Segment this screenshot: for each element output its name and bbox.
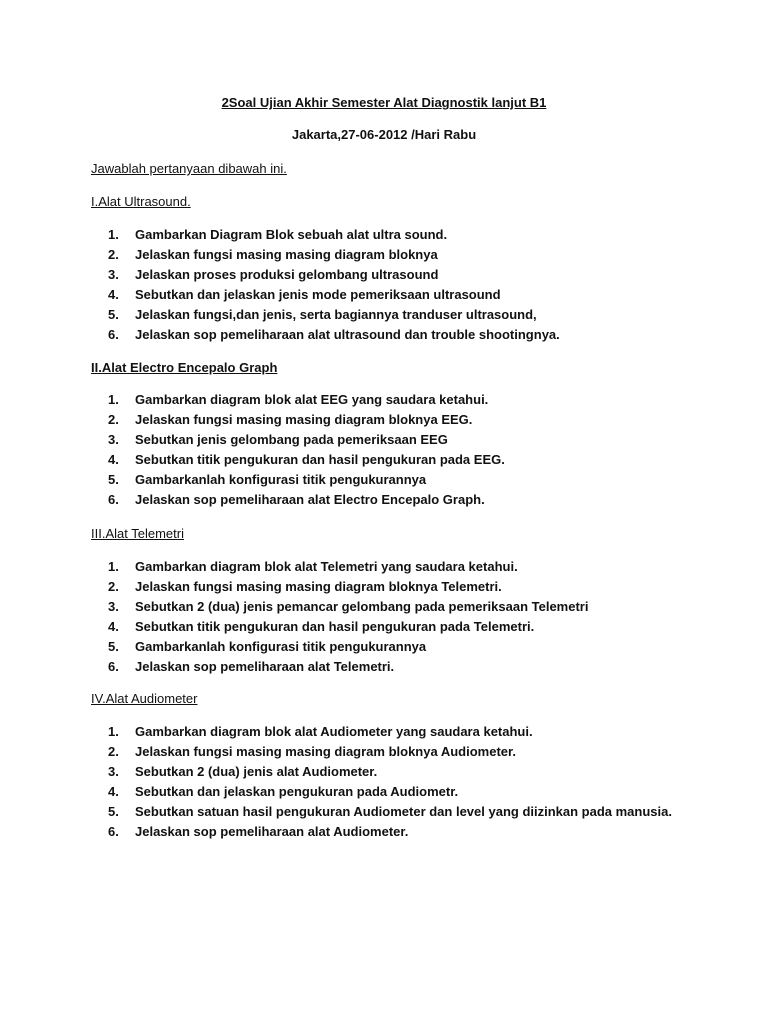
question-text: Sebutkan titik pengukuran dan hasil pengukuran pada EEG. xyxy=(135,452,505,467)
question-text: Gambarkan diagram blok alat EEG yang saudara ketahui. xyxy=(135,392,489,407)
question-number: 4. xyxy=(108,784,119,799)
question-number: 6. xyxy=(108,659,119,674)
question-item xyxy=(108,227,560,247)
question-text: Jelaskan sop pemeliharaan alat Telemetri. xyxy=(135,659,395,674)
question-item xyxy=(108,764,672,784)
question-item xyxy=(108,247,560,267)
question-item xyxy=(108,432,505,452)
question-text: Gambarkanlah konfigurasi titik pengukurannya xyxy=(135,472,427,487)
question-number: 5. xyxy=(108,639,119,654)
question-item xyxy=(108,412,505,432)
question-number: 1. xyxy=(108,227,119,242)
question-text: Sebutkan 2 (dua) jenis pemancar gelombang pada pemeriksaan Telemetri xyxy=(135,599,589,614)
question-text: Sebutkan dan jelaskan jenis mode pemeriksaan ultrasound xyxy=(135,287,501,302)
question-number: 2. xyxy=(108,247,119,262)
question-text: Sebutkan jenis gelombang pada pemeriksaan EEG xyxy=(135,432,448,447)
question-text: Jelaskan fungsi masing masing diagram bloknya EEG. xyxy=(135,412,473,427)
question-text: Gambarkan Diagram Blok sebuah alat ultra sound. xyxy=(135,227,448,242)
question-item xyxy=(108,579,588,599)
question-number: 2. xyxy=(108,579,119,594)
section-heading-ultrasound: I.Alat Ultrasound. xyxy=(91,194,191,209)
question-number: 1. xyxy=(108,559,119,574)
question-number: 5. xyxy=(108,804,119,819)
question-number: 2. xyxy=(108,744,119,759)
question-item xyxy=(108,327,560,347)
question-text: Jelaskan sop pemeliharaan alat Audiometer. xyxy=(135,824,409,839)
question-number: 5. xyxy=(108,307,119,322)
question-item xyxy=(108,267,560,287)
question-text: Gambarkan diagram blok alat Audiometer yang saudara ketahui. xyxy=(135,724,533,739)
question-text: Sebutkan satuan hasil pengukuran Audiometer dan level yang diizinkan pada manusia. xyxy=(135,804,672,819)
question-number: 1. xyxy=(108,392,119,407)
question-text: Jelaskan fungsi masing masing diagram bloknya xyxy=(135,247,438,262)
question-item xyxy=(108,639,588,659)
question-item xyxy=(108,559,588,579)
question-item xyxy=(108,392,505,412)
question-item xyxy=(108,659,588,679)
question-number: 5. xyxy=(108,472,119,487)
question-number: 6. xyxy=(108,492,119,507)
section-heading-eeg: II.Alat Electro Encepalo Graph xyxy=(91,360,278,375)
question-list-eeg xyxy=(108,392,505,512)
question-number: 4. xyxy=(108,287,119,302)
question-item xyxy=(108,492,505,512)
question-item xyxy=(108,599,588,619)
question-text: Jelaskan sop pemeliharaan alat Electro Encepalo Graph. xyxy=(135,492,485,507)
question-number: 3. xyxy=(108,764,119,779)
question-text: Sebutkan titik pengukuran dan hasil pengukuran pada Telemetri. xyxy=(135,619,535,634)
question-text: Gambarkan diagram blok alat Telemetri yang saudara ketahui. xyxy=(135,559,518,574)
question-text: Jelaskan sop pemeliharaan alat ultrasound dan trouble shootingnya. xyxy=(135,327,560,342)
question-item xyxy=(108,784,672,804)
question-item xyxy=(108,824,672,844)
section-heading-telemetri: III.Alat Telemetri xyxy=(91,526,184,541)
question-list-audiometer xyxy=(108,724,672,844)
question-item xyxy=(108,619,588,639)
question-number: 6. xyxy=(108,824,119,839)
question-item xyxy=(108,452,505,472)
question-item xyxy=(108,804,672,824)
question-number: 3. xyxy=(108,267,119,282)
instruction-text: Jawablah pertanyaan dibawah ini. xyxy=(91,161,287,176)
question-number: 6. xyxy=(108,327,119,342)
question-item xyxy=(108,472,505,492)
question-number: 4. xyxy=(108,452,119,467)
document-date-line: Jakarta,27-06-2012 /Hari Rabu xyxy=(291,127,477,142)
question-text: Gambarkanlah konfigurasi titik pengukurannya xyxy=(135,639,427,654)
question-text: Jelaskan fungsi,dan jenis, serta bagiannya tranduser ultrasound, xyxy=(135,307,537,322)
question-item xyxy=(108,724,672,744)
question-text: Sebutkan dan jelaskan pengukuran pada Audiometr. xyxy=(135,784,459,799)
question-number: 1. xyxy=(108,724,119,739)
document-title: 2Soal Ujian Akhir Semester Alat Diagnostik lanjut B1 xyxy=(221,95,547,110)
question-number: 4. xyxy=(108,619,119,634)
question-list-ultrasound xyxy=(108,227,560,347)
question-text: Sebutkan 2 (dua) jenis alat Audiometer. xyxy=(135,764,378,779)
question-list-telemetri xyxy=(108,559,588,679)
question-number: 2. xyxy=(108,412,119,427)
question-item xyxy=(108,744,672,764)
question-text: Jelaskan proses produksi gelombang ultrasound xyxy=(135,267,439,282)
question-item xyxy=(108,307,560,327)
question-text: Jelaskan fungsi masing masing diagram bloknya Telemetri. xyxy=(135,579,502,594)
question-item xyxy=(108,287,560,307)
question-number: 3. xyxy=(108,432,119,447)
section-heading-audiometer: IV.Alat Audiometer xyxy=(91,691,198,706)
question-number: 3. xyxy=(108,599,119,614)
question-text: Jelaskan fungsi masing masing diagram bloknya Audiometer. xyxy=(135,744,516,759)
